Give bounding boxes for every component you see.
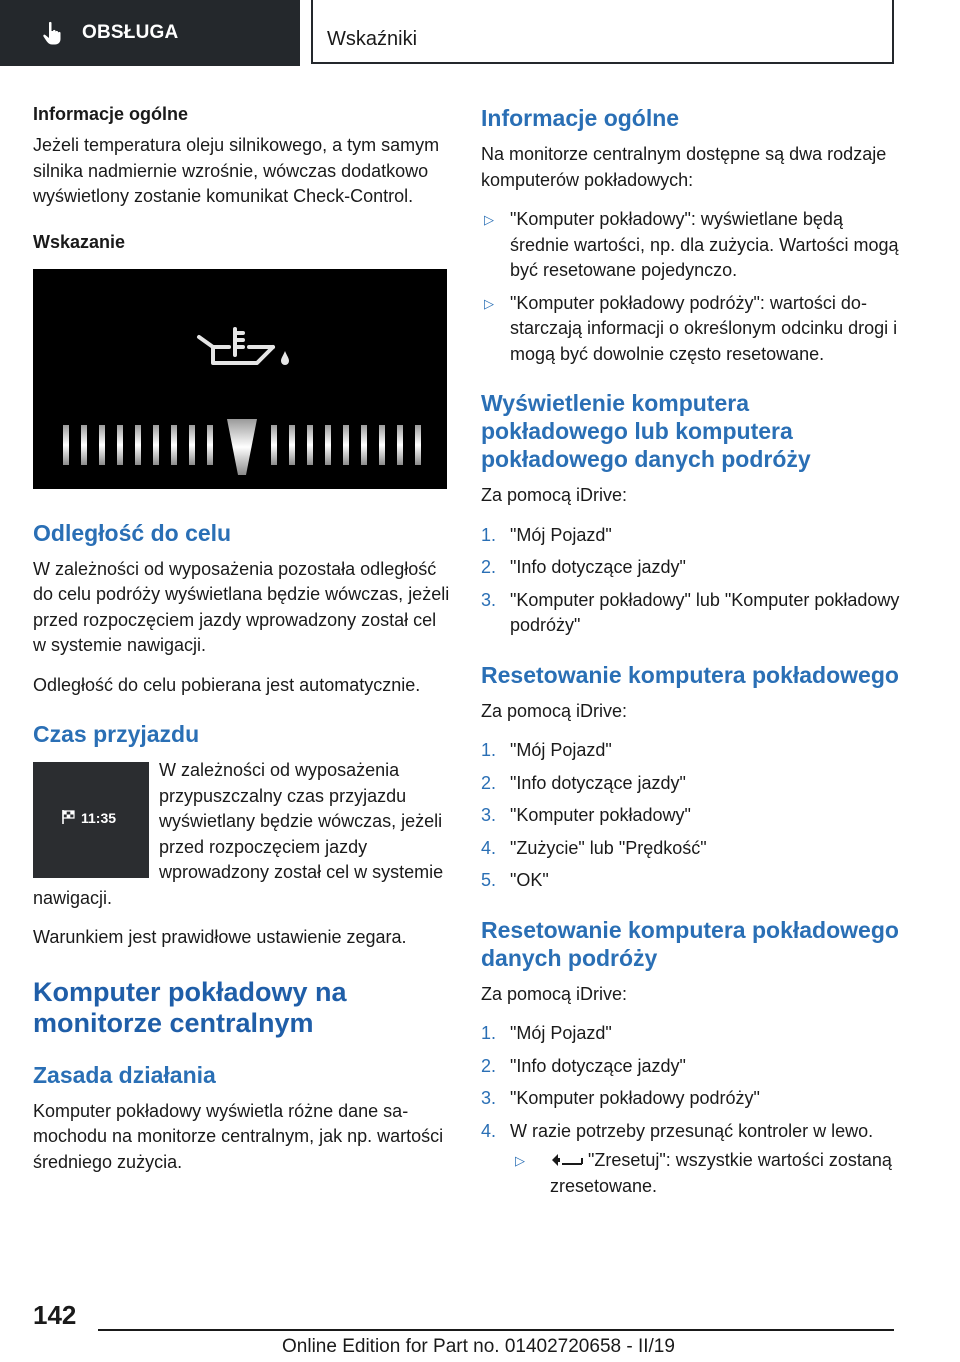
- reset-trip-intro: Za pomocą iDrive:: [481, 983, 628, 1004]
- reset-heading: Resetowanie komputera pokładowego: [481, 661, 899, 688]
- footer-divider: [98, 1329, 894, 1331]
- general-info-text: Jeżeli temperatura oleju silnikowego, a tym samym silnika nadmiernie wzrośnie, wówczas dodatkowo wyświetlony zostanie komunikat Check-Control.: [33, 135, 440, 206]
- list-item: 4. "Zużycie" lub "Prędkość": [481, 837, 707, 858]
- computer-types-list: [481, 207, 901, 367]
- arrival-text: W zależności od wyposażenia przypuszczalny czas przyjazdu wyświetlany będzie wówczas, jeżeli przed rozpoczęciem jazdy wprowadzony został cel w systemie nawigacji.: [33, 760, 444, 908]
- list-item: 3. "Komputer pokładowy" lub "Komputer pokładowy podróży": [481, 589, 900, 635]
- onboard-computer-heading: Komputer pokładowy na monitorze centralnym: [33, 976, 347, 1038]
- list-item: ▷ "Komputer pokładowy": wyświetlane będą średnie wartości, np. dla zużycia. Wartości mogą być resetowane pojedynczo.: [484, 209, 899, 280]
- list-item: 4. W razie potrzeby przesunąć kontroler w lewo. ▷ "Zresetuj": wszystkie wartości zostaną zresetowane.: [481, 1119, 901, 1200]
- clock-text: Warunkiem jest prawidłowe ustawienie zegara.: [33, 927, 407, 947]
- section-tab: [0, 0, 300, 66]
- section-label: OBSŁUGA: [82, 22, 179, 43]
- oil-temperature-display: [33, 269, 447, 489]
- chapter-title: Wskaźniki: [327, 28, 418, 50]
- arrival-time-display: [33, 762, 149, 878]
- page-number: 142: [33, 1300, 77, 1330]
- reset-intro: Za pomocą iDrive:: [481, 700, 628, 721]
- list-item: 5. "OK": [481, 870, 549, 890]
- display-steps: [481, 523, 901, 639]
- principle-heading: Zasada działania: [33, 1061, 216, 1088]
- reset-trip-substeps: [510, 1148, 901, 1199]
- display-heading: Wyświetlenie komputera pokładowego lub komputera pokładowego danych podróży: [481, 390, 811, 472]
- principle-text: Komputer pokładowy wyświetla różne dane samochodu na monitorze centralnym, jak np. wartości średniego zużycia.: [33, 1100, 444, 1172]
- general-heading-right: Informacje ogólne: [481, 105, 680, 131]
- left-column: [33, 104, 451, 1189]
- reset-trip-heading: Resetowanie komputera pokładowego danych podróży: [481, 916, 899, 971]
- reset-steps: [481, 738, 901, 894]
- list-item: 2. "Info dotyczące jazdy": [481, 1055, 686, 1076]
- arrival-heading: Czas przyjazdu: [33, 721, 200, 747]
- oil-temperature-icon: [193, 325, 293, 373]
- list-item: 3. "Komputer pokładowy": [481, 805, 691, 825]
- list-item: ▷ "Zresetuj": wszystkie wartości zostaną zresetowane.: [515, 1150, 892, 1196]
- list-item: ▷ "Komputer pokładowy podróży": wartości dostarczają informacji o określonym odcinku drogi i mogą być dowolnie często resetowane.: [484, 292, 898, 364]
- indication-heading: Wskazanie: [33, 231, 126, 252]
- right-column: [481, 104, 901, 1211]
- reset-trip-steps: [481, 1021, 901, 1199]
- distance-auto-text: Odległość do celu pobierana jest automatycznie.: [33, 674, 421, 695]
- general-info-heading: Informacje ogólne: [33, 104, 189, 124]
- chapter-header: [311, 0, 894, 64]
- hand-pointer-icon: [40, 20, 66, 46]
- distance-heading: Odległość do celu: [33, 519, 232, 546]
- list-item: 1. "Mój Pojazd": [481, 740, 612, 760]
- list-item: 2. "Info dotyczące jazdy": [481, 772, 686, 793]
- destination-flag-icon: [60, 809, 76, 825]
- general-text-right: Na monitorze centralnym dostępne są dwa rodzaje komputerów pokładowych:: [481, 144, 887, 190]
- list-item: 3. "Komputer pokładowy podróży": [481, 1088, 760, 1108]
- temperature-gauge: [61, 417, 431, 477]
- back-arrow-icon: [550, 1152, 584, 1168]
- arrival-time: 11:35: [81, 810, 117, 826]
- arrival-block: [33, 758, 451, 925]
- list-item: 2. "Info dotyczące jazdy": [481, 557, 686, 577]
- display-intro: Za pomocą iDrive:: [481, 485, 628, 505]
- list-item: 1. "Mój Pojazd": [481, 1023, 612, 1043]
- footer-edition: Online Edition for Part no. 01402720658 - II/19: [282, 1336, 675, 1357]
- distance-text: W zależności od wyposażenia pozostała odległość do celu podróży wyświetlana będzie wówczas, jeżeli przed rozpoczęciem jazdy wprowadzony został cel w systemie nawigacji.: [33, 558, 450, 655]
- list-item: 1. "Mój Pojazd": [481, 524, 612, 545]
